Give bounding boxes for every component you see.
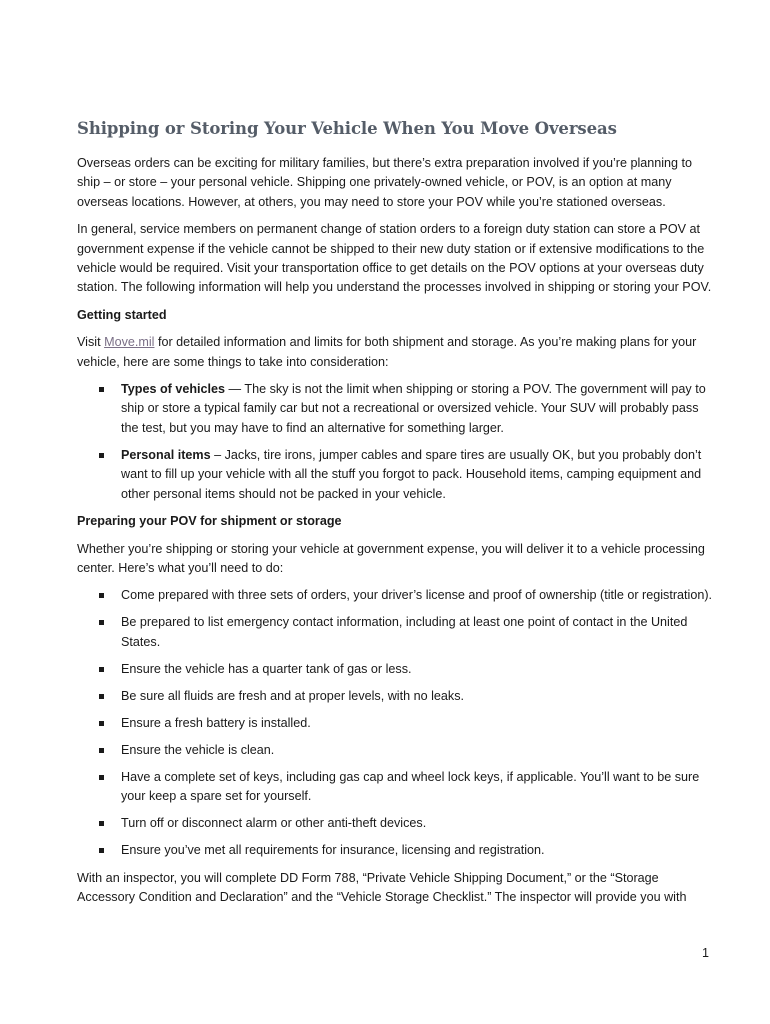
list-item	[77, 741, 713, 760]
list-item	[77, 380, 713, 438]
item-text: Be sure all fluids are fresh and at proper levels, with no leaks.	[121, 688, 465, 703]
getting-started-heading: Getting started	[77, 307, 167, 322]
item-label: Types of vehicles	[121, 382, 226, 397]
list-item	[77, 687, 713, 706]
item-text: — The sky is not the limit when shipping or storing a POV. The government will pay to ship or store a typical family car but not a recreational or oversized vehicle. Your SUV will probably pass the test, but you may have to find an alternative for something larger.	[121, 382, 706, 435]
square-bullet-icon	[99, 667, 104, 672]
preparation-checklist	[77, 586, 713, 860]
square-bullet-icon	[99, 848, 104, 853]
square-bullet-icon	[99, 593, 104, 598]
visit-paragraph	[77, 333, 713, 372]
considerations-list	[77, 380, 713, 504]
list-item	[77, 768, 713, 807]
closing-paragraph: With an inspector, you will complete DD Form 788, “Private Vehicle Shipping Document,” or the “Storage Accessory Condition and Declaration” and the “Vehicle Storage Checklist.” The inspector will provide you with	[77, 870, 687, 904]
square-bullet-icon	[99, 453, 104, 458]
list-item	[77, 714, 713, 733]
item-text: Have a complete set of keys, including gas cap and wheel lock keys, if applicable. You’ll want to be sure your keep a spare set for yourself.	[121, 769, 700, 804]
intro-paragraph-2: In general, service members on permanent change of station orders to a foreign duty station can store a POV at government expense if the vehicle cannot be shipped to their new duty station or if extensive modifications to the vehicle would be required. Visit your transportation office to get details on the POV options at your overseas duty station. The following information will help you understand the processes involved in shipping or storing your POV.	[77, 222, 712, 295]
item-text: Be prepared to list emergency contact information, including at least one point of contact in the United States.	[121, 615, 688, 649]
square-bullet-icon	[99, 694, 104, 699]
move-mil-link[interactable]: Move.mil	[104, 335, 155, 350]
item-text: Ensure the vehicle has a quarter tank of gas or less.	[121, 661, 412, 676]
square-bullet-icon	[99, 387, 104, 392]
list-item	[77, 841, 713, 860]
item-text: Turn off or disconnect alarm or other anti-theft devices.	[121, 816, 427, 831]
item-text: Ensure you’ve met all requirements for insurance, licensing and registration.	[121, 843, 545, 858]
list-item	[77, 660, 713, 679]
square-bullet-icon	[99, 821, 104, 826]
preparing-intro: Whether you’re shipping or storing your vehicle at government expense, you will deliver it to a vehicle processing center. Here’s what you’ll need to do:	[77, 541, 705, 575]
visit-suffix: for detailed information and limits for both shipment and storage. As you’re making plans for your vehicle, here are some things to take into consideration:	[77, 335, 697, 369]
square-bullet-icon	[99, 721, 104, 726]
list-item	[77, 446, 713, 504]
preparing-heading: Preparing your POV for shipment or storage	[77, 514, 342, 529]
item-text: – Jacks, tire irons, jumper cables and spare tires are usually OK, but you probably don’t want to fill up your vehicle with all the stuff you forgot to pack. Household items, camping equipment and other personal items should not be packed in your vehicle.	[121, 447, 702, 501]
item-label: Personal items	[121, 447, 211, 462]
list-item	[77, 613, 713, 652]
document-title: Shipping or Storing Your Vehicle When You Move Overseas	[77, 119, 617, 138]
list-item	[77, 814, 713, 833]
intro-paragraph-1: Overseas orders can be exciting for military families, but there’s extra preparation involved if you’re planning to ship – or store – your personal vehicle. Shipping one privately-owned vehicle, or POV, is an option at many overseas locations. However, at others, you may need to store your POV while you’re stationed overseas.	[77, 156, 693, 209]
list-item	[77, 586, 713, 605]
item-text: Come prepared with three sets of orders, your driver’s license and proof of ownership (title or registration).	[121, 588, 713, 603]
square-bullet-icon	[99, 748, 104, 753]
page-number: 1	[701, 946, 709, 960]
square-bullet-icon	[99, 620, 104, 625]
item-text: Ensure the vehicle is clean.	[121, 742, 275, 757]
item-text: Ensure a fresh battery is installed.	[121, 715, 311, 730]
visit-prefix: Visit	[77, 335, 105, 350]
document-body	[77, 118, 713, 915]
square-bullet-icon	[99, 775, 104, 780]
